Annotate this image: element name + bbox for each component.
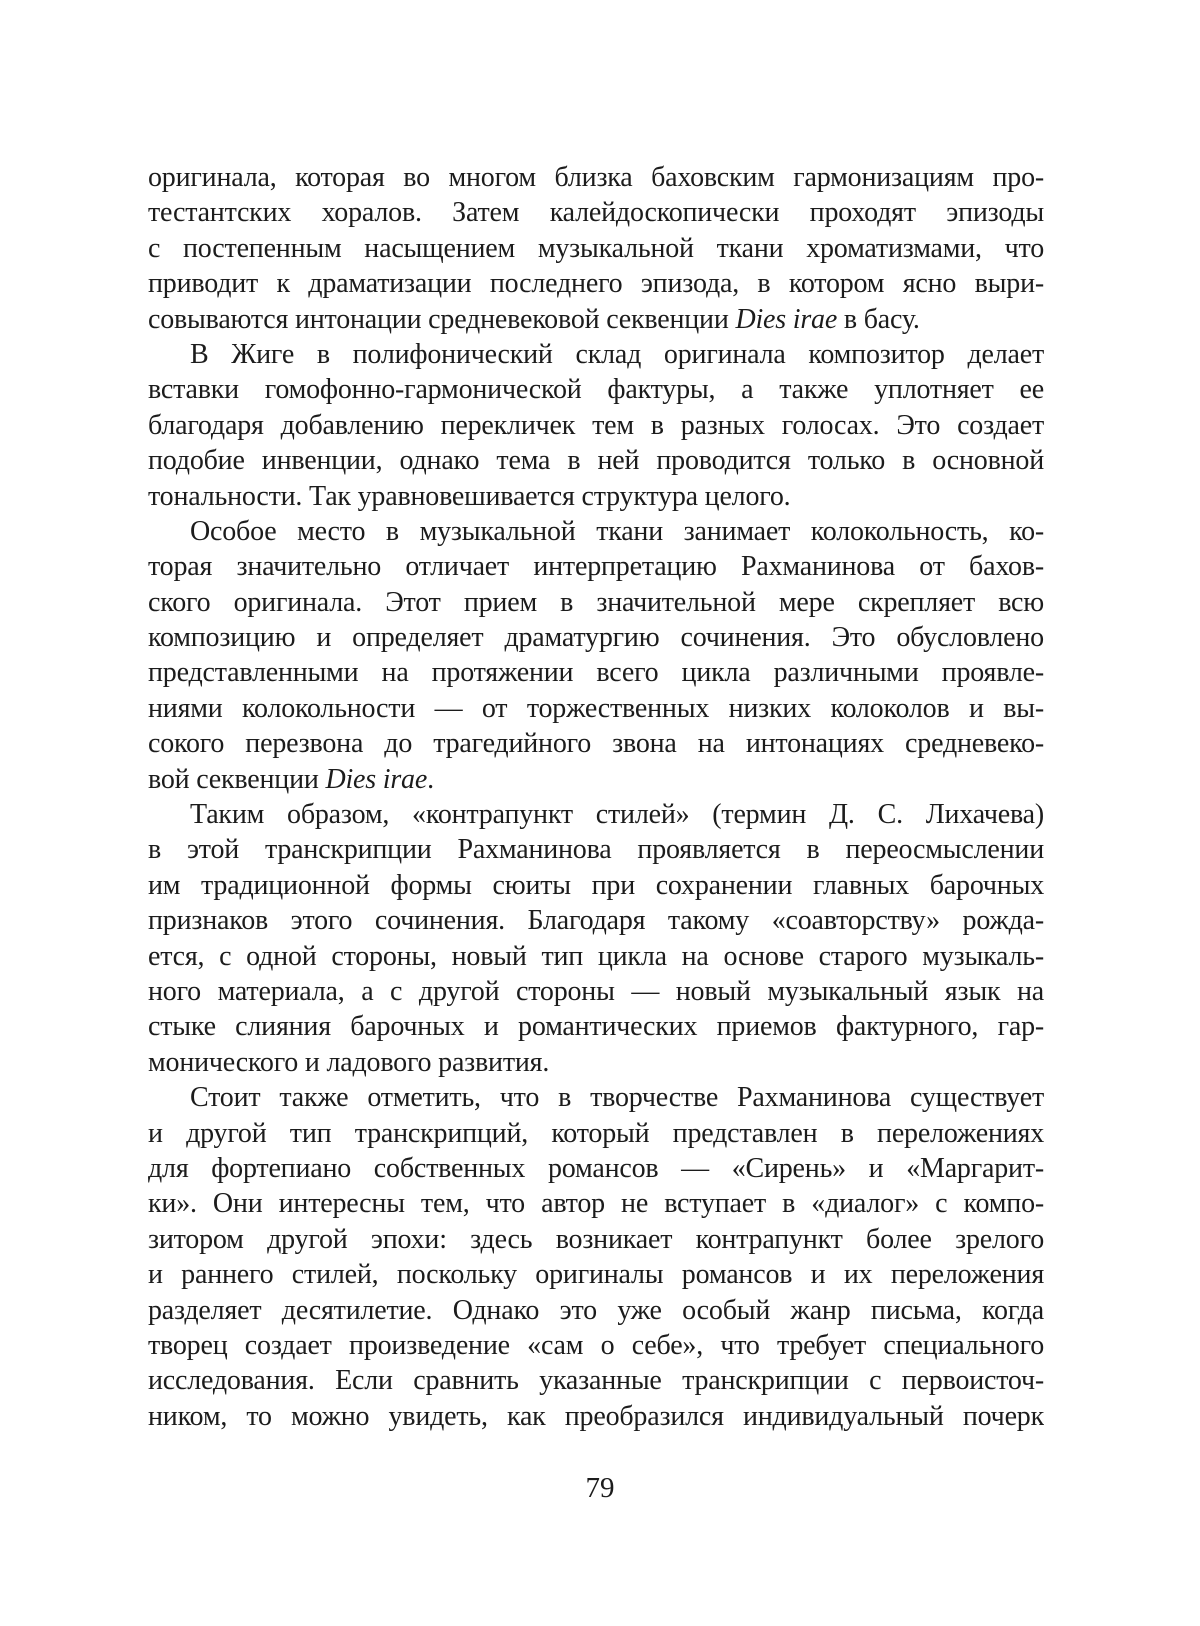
paragraph bbox=[148, 514, 1044, 797]
text-line: Особое место в музыкальной ткани занимает колокольность, ко- bbox=[190, 515, 1044, 547]
text-line: композицию и определяет драматургию сочинения. Это обусловлено bbox=[148, 622, 1044, 654]
text-line: и другой тип транскрипций, который представлен в переложениях bbox=[148, 1117, 1044, 1149]
text-line: ется, с одной стороны, новый тип цикла на основе старого музыкаль- bbox=[148, 940, 1044, 972]
text-line: стыке слияния барочных и романтических приемов фактурного, гар- bbox=[148, 1011, 1044, 1043]
text-line: им традиционной формы сюиты при сохранении главных барочных bbox=[148, 869, 1044, 901]
text-line: для фортепиано собственных романсов — «Сирень» и «Маргарит- bbox=[148, 1152, 1044, 1184]
text-line: сокого перезвона до трагедийного звона на интонациях средневеко- bbox=[148, 728, 1044, 760]
text-line: представленными на протяжении всего цикла различными проявле- bbox=[148, 657, 1044, 689]
text-line: подобие инвенции, однако тема в ней проводится только в основной bbox=[148, 445, 1044, 477]
text-line: ского оригинала. Этот прием в значительной мере скрепляет всю bbox=[148, 586, 1044, 618]
text-line: В Жиге в полифонический склад оригинала композитор делает bbox=[190, 338, 1044, 370]
text-line: Стоит также отметить, что в творчестве Рахманинова существует bbox=[190, 1082, 1044, 1114]
text-line: вой секвенции Dies irae. bbox=[148, 763, 434, 795]
paragraph bbox=[148, 160, 1044, 337]
text-line: признаков этого сочинения. Благодаря такому «соавторству» рожда- bbox=[148, 905, 1044, 937]
text-line: ником, то можно увидеть, как преобразился индивидуальный почерк bbox=[148, 1400, 1044, 1432]
text-block bbox=[148, 160, 1044, 1434]
text-line: в этой транскрипции Рахманинова проявляется в переосмыслении bbox=[148, 834, 1044, 866]
text-line: тональности. Так уравновешивается структура целого. bbox=[148, 480, 791, 512]
text-line: с постепенным насыщением музыкальной ткани хроматизмами, что bbox=[148, 232, 1044, 264]
paragraph bbox=[148, 1080, 1044, 1434]
page-number: 79 bbox=[585, 1472, 615, 1504]
text-line: исследования. Если сравнить указанные транскрипции с первоисточ- bbox=[148, 1365, 1044, 1397]
text-line: ного материала, а с другой стороны — новый музыкальный язык на bbox=[148, 975, 1044, 1007]
text-line: оригинала, которая во многом близка баховским гармонизациям про- bbox=[148, 162, 1044, 193]
text-line: вставки гомофонно-гармонической фактуры, а также уплотняет ее bbox=[148, 374, 1044, 406]
text-line: совываются интонации средневековой секвенции Dies irae в басу. bbox=[148, 303, 920, 335]
text-line: монического и ладового развития. bbox=[148, 1046, 550, 1078]
text-line: тестантских хоралов. Затем калейдоскопически проходят эпизоды bbox=[148, 197, 1044, 229]
text-line: Таким образом, «контрапункт стилей» (термин Д. С. Лихачева) bbox=[190, 799, 1044, 831]
paragraph bbox=[148, 797, 1044, 1080]
text-line: творец создает произведение «сам о себе», что требует специального bbox=[148, 1329, 1044, 1361]
text-line: торая значительно отличает интерпретацию Рахманинова от бахов- bbox=[148, 551, 1044, 583]
text-line: и раннего стилей, поскольку оригиналы романсов и их переложения bbox=[148, 1259, 1044, 1291]
text-line: ниями колокольности — от торжественных низких колоколов и вы- bbox=[148, 692, 1044, 724]
text-line: приводит к драматизации последнего эпизода, в котором ясно выри- bbox=[148, 268, 1044, 300]
italic-term: Dies irae bbox=[325, 763, 428, 795]
italic-term: Dies irae bbox=[735, 303, 838, 335]
text-line: зитором другой эпохи: здесь возникает контрапункт более зрелого bbox=[148, 1223, 1044, 1255]
text-line: разделяет десятилетие. Однако это уже особый жанр письма, когда bbox=[148, 1294, 1044, 1326]
text-line: ки». Они интересны тем, что автор не вступает в «диалог» с компо- bbox=[148, 1188, 1044, 1220]
text-line: благодаря добавлению перекличек тем в разных голосах. Это создает bbox=[148, 409, 1044, 441]
paragraph bbox=[148, 337, 1044, 514]
